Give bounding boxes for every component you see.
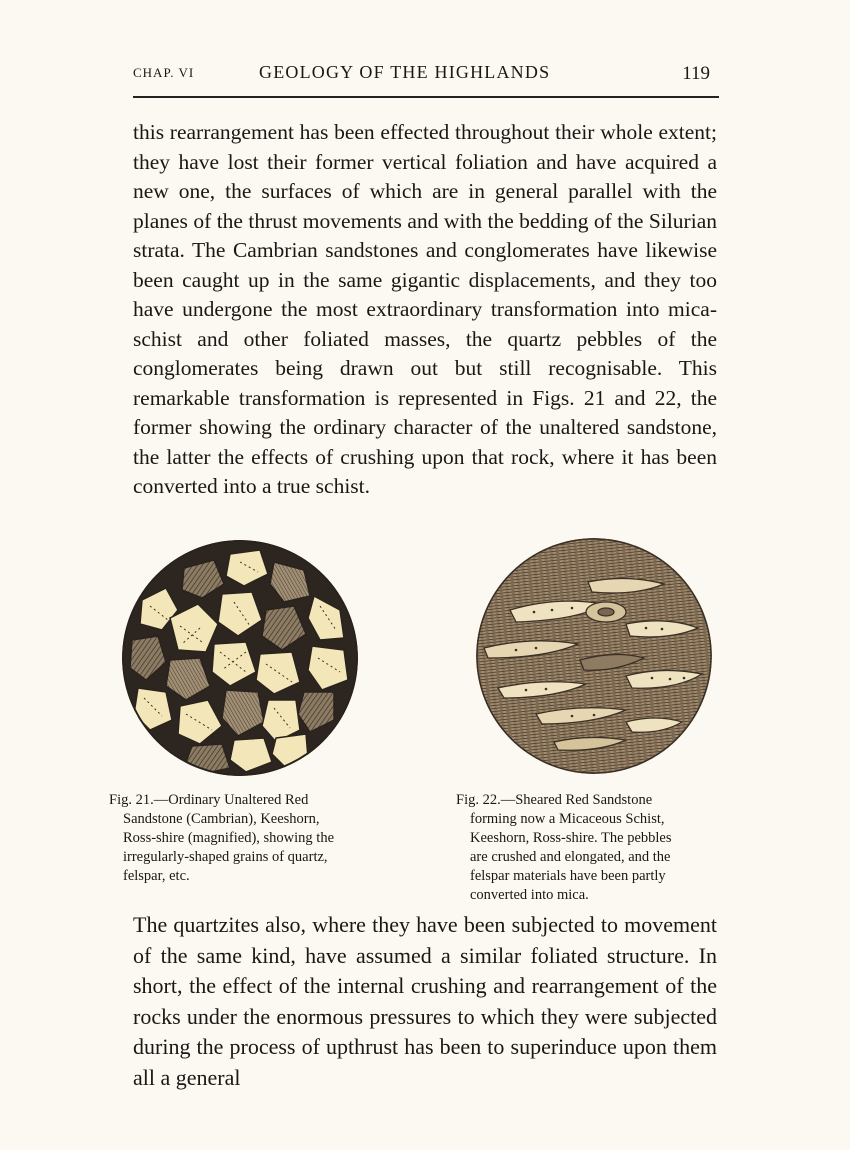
schist-foliation-drawing — [476, 538, 712, 774]
body-paragraph-1: this rearrangement has been effected throughout their whole extent; they have lost their former vertical foliation and have acquired a new one, the surfaces of which are in general parallel with the planes of the thrust movements and with the bedding of the Silurian strata. The Cambrian sandstones and conglomerates have likewise been caught up in the same gigantic displacements, and they too have undergone the most extraordinary transformation into mica-schist and other foliated masses, the quartz pebbles of the conglomerates being drawn out but still recognisable. This remarkable transformation is represented in Figs. 21 and 22, the former showing the ordinary character of the unaltered sandstone, the latter the effects of crushing upon that rock, where it has been converted into a true schist. — [133, 120, 717, 498]
sandstone-grains-drawing — [122, 540, 358, 776]
running-title: GEOLOGY OF THE HIGHLANDS — [259, 62, 551, 82]
caption-line: Ross-shire (magnified), showing the — [123, 830, 335, 846]
page-number: 119 — [682, 63, 710, 84]
caption-line: are crushed and elongated, and the — [470, 849, 671, 865]
caption-line: forming now a Micaceous Schist, — [470, 811, 665, 827]
body-paragraph-2: The quartzites also, where they have been subjected to movement of the same kind, have assumed a similar foliated structure. In short, the effect of the internal crushing and rearrangement of the rocks under the enormous pressures to which they were subjected during the process of upthrust has been to superinduce upon them all a general — [133, 912, 717, 1090]
caption-line: irregularly-shaped grains of quartz, — [123, 849, 328, 865]
header-rule — [133, 96, 719, 98]
caption-line: felspar materials have been partly — [470, 868, 666, 884]
figure-22-caption — [456, 791, 721, 905]
caption-line: Sandstone (Cambrian), Keeshorn, — [123, 811, 320, 827]
figure-22-schist-illustration — [476, 538, 712, 774]
running-header — [133, 62, 716, 88]
caption-line: Keeshorn, Ross-shire. The pebbles — [470, 830, 672, 846]
chapter-label: CHAP. VI — [133, 65, 195, 80]
figure-21-caption — [109, 791, 389, 886]
figure-21-sandstone-illustration — [122, 540, 358, 776]
caption-line: Fig. 21.—Ordinary Unaltered Red — [109, 792, 309, 808]
caption-line: converted into mica. — [470, 887, 589, 903]
caption-line: felspar, etc. — [123, 868, 190, 884]
caption-line: Fig. 22.—Sheared Red Sandstone — [456, 792, 653, 808]
